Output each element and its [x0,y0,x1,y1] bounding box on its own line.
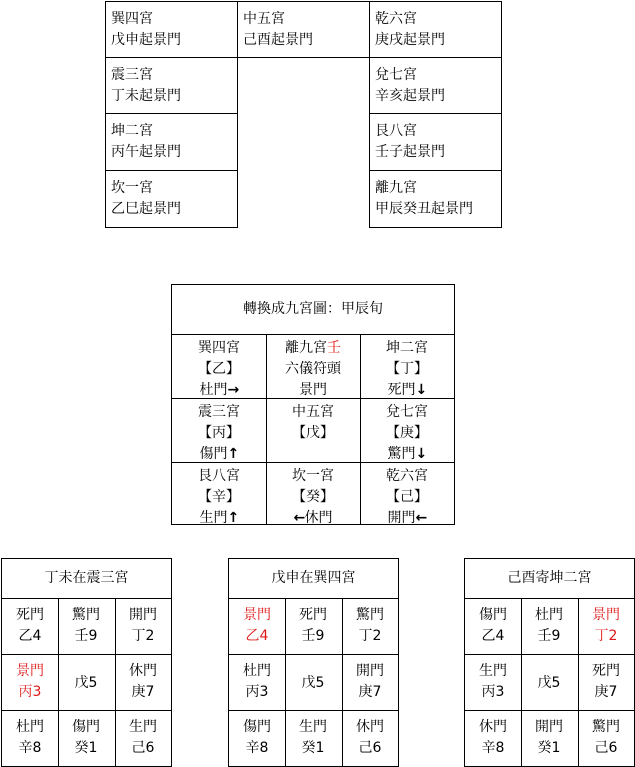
stem-number: 乙4 [245,628,269,644]
small-grid-3 [464,558,635,767]
palace-name [360,402,454,423]
door-name: 開門 [387,510,416,526]
door-name: 杜門 [535,607,563,623]
stem-number: 癸1 [537,740,561,756]
small-grid-cell [342,655,398,711]
stem-number: 癸1 [74,740,98,756]
door-name: 休門 [479,719,507,735]
small-grid-cell [2,599,58,655]
door-name: 杜門 [199,382,228,398]
palace-text: 乙巳起景門 [111,201,181,217]
door-name: 驚門 [592,719,620,735]
palace-door [266,380,360,401]
door-name: 休門 [129,663,157,679]
door-name: 驚門 [72,607,100,623]
palace-name: 震三宮 [111,67,153,83]
palace-door [360,508,454,529]
nine-palace-cell [266,463,360,527]
stem-number: 己6 [131,740,155,756]
palace-name: 乾六宮 [375,11,417,27]
stem-number: 辛8 [245,740,269,756]
palace-text: 丁未起景門 [111,88,181,104]
door-name: 休門 [356,719,384,735]
small-grid-cell [285,711,341,767]
palace-door [172,380,266,401]
nine-palace-cell [172,335,266,399]
stem-number: 乙4 [481,628,505,644]
stem-number: 壬9 [301,628,325,644]
stem-number: 戊5 [301,675,325,691]
palace-name-text: 坤二宮 [386,340,428,356]
small-grid-cell [465,599,521,655]
small-grid-cell [578,599,634,655]
door-name: 景門 [16,663,44,679]
small-grid-cell [58,655,114,711]
nine-palace-cell [360,463,454,527]
stem-number: 庚7 [358,684,382,700]
top-cell-qian6 [369,1,502,58]
stem-number: 丁2 [358,628,382,644]
small-grid-cell [2,711,58,767]
small-grid-cell [229,655,285,711]
palace-text: 壬子起景門 [375,144,445,160]
small-grid-cell [578,711,634,767]
door-name: 傷門 [479,607,507,623]
top-cell-kun2 [105,113,238,171]
door-name: 死門 [299,607,327,623]
palace-name [266,402,360,423]
palace-name [360,338,454,359]
palace-name-text: 坎一宮 [292,468,334,484]
door-name: 開門 [535,719,563,735]
stem-number: 己6 [594,740,618,756]
stem-number: 己6 [358,740,382,756]
palace-text: 己酉起景門 [243,32,313,48]
palace-name: 坎一宮 [111,180,153,196]
door-name: 景門 [592,607,620,623]
stem-number: 壬9 [537,628,561,644]
palace-name-text: 兌七宮 [386,404,428,420]
palace-name-text: 震三宮 [198,404,240,420]
palace-name: 巽四宮 [111,11,153,27]
stem-number: 壬9 [74,628,98,644]
top-cell-kan1 [105,170,238,228]
stem-number: 乙4 [18,628,42,644]
door-name: 生門 [299,719,327,735]
nine-palace-cell [360,399,454,463]
small-grid-cell [285,599,341,655]
palace-name: 坤二宮 [111,123,153,139]
door-name: 傷門 [199,446,228,462]
stem-number: 庚7 [594,684,618,700]
small-grid-cell [521,599,577,655]
stem-number: 戊5 [74,675,98,691]
top-cell-gen8 [369,113,502,171]
arrow-icon: ↑ [227,510,240,526]
door-name: 生門 [479,663,507,679]
small-grid-cell [115,599,171,655]
palace-text: 庚戌起景門 [375,32,445,48]
nine-palace-cell [266,399,360,463]
door-name: 景門 [243,607,271,623]
top-cell-li9 [369,170,502,228]
chart-title: 轉換成九宮圖：甲辰旬 [243,301,383,317]
palace-name [172,402,266,423]
door-name: 生門 [129,719,157,735]
stem-number: 丙3 [18,684,42,700]
palace-text: 甲辰癸丑起景門 [375,201,473,217]
door-name: 傷門 [72,719,100,735]
palace-name [360,466,454,487]
small-grid-cell [578,655,634,711]
small-grid-title: 己酉寄坤二宮 [507,570,592,586]
small-grid-cell [2,655,58,711]
arrow-icon: → [227,382,240,398]
palace-name-text: 中五宮 [292,404,334,420]
palace-stem: 【辛】 [198,489,240,505]
small-grid-cell [465,655,521,711]
small-grid-cell [229,711,285,767]
stem-number: 丁2 [594,628,618,644]
small-grid-1 [1,558,172,767]
door-name: 杜門 [16,719,44,735]
small-grid-cell [342,599,398,655]
arrow-icon: ↓ [415,382,428,398]
door-name: 死門 [387,382,416,398]
palace-door [172,444,266,465]
door-name: 休門 [304,510,333,526]
palace-door [266,508,360,529]
small-grid-cell [521,655,577,711]
door-name: 傷門 [243,719,271,735]
palace-name-text: 離九宮 [285,340,327,356]
palace-stem: 六儀符頭 [285,361,341,377]
palace-door [360,444,454,465]
door-name: 驚門 [356,607,384,623]
palace-name: 離九宮 [375,180,417,196]
palace-door [172,508,266,529]
door-name: 生門 [199,510,228,526]
small-grid-cell [465,711,521,767]
palace-stem: 【丁】 [386,361,428,377]
small-grid-title: 戊申在巽四宮 [271,570,356,586]
stem-number: 丙3 [245,684,269,700]
small-grid-cell [342,711,398,767]
palace-name [172,466,266,487]
small-grid-title: 丁未在震三宮 [44,570,129,586]
small-grid-cell [115,655,171,711]
palace-name [266,338,360,359]
small-grid-cell [229,599,285,655]
nine-palace-cell [172,463,266,527]
door-name: 死門 [16,607,44,623]
palace-name: 中五宮 [243,11,285,27]
palace-name [266,466,360,487]
stem-number: 辛8 [481,740,505,756]
door-name: 景門 [299,382,327,398]
stem-number: 癸1 [301,740,325,756]
top-cell-xun4 [105,1,238,58]
stem-number: 丙3 [481,684,505,700]
palace-name [172,338,266,359]
palace-text: 辛亥起景門 [375,88,445,104]
top-cell-zhong5 [237,1,370,58]
palace-stem: 【乙】 [198,361,240,377]
stem-number: 戊5 [537,675,561,691]
small-grid-cell [58,599,114,655]
arrow-icon: ← [293,510,306,526]
palace-name-text: 乾六宮 [386,468,428,484]
nine-palace-cell [172,399,266,463]
door-name: 開門 [129,607,157,623]
palace-stem: 【庚】 [386,425,428,441]
palace-stem: 【癸】 [292,489,334,505]
nine-palace-cell [266,335,360,399]
arrow-icon: ↓ [415,446,428,462]
palace-stem: 【戊】 [292,425,334,441]
palace-stem-red: 壬 [327,340,341,356]
nine-palace-chart [171,284,455,525]
arrow-icon: ↑ [227,446,240,462]
palace-name: 兌七宮 [375,67,417,83]
stem-number: 辛8 [18,740,42,756]
door-name: 開門 [356,663,384,679]
stem-number: 丁2 [131,628,155,644]
small-grid-cell [115,711,171,767]
palace-text: 丙午起景門 [111,144,181,160]
small-grid-cell [521,711,577,767]
palace-text: 戊申起景門 [111,32,181,48]
palace-name: 艮八宮 [375,123,417,139]
door-name: 驚門 [387,446,416,462]
palace-stem: 【丙】 [198,425,240,441]
door-name: 杜門 [243,663,271,679]
top-cell-dui7 [369,57,502,114]
small-grid-cell [58,711,114,767]
palace-stem: 【己】 [386,489,428,505]
arrow-icon: ← [415,510,428,526]
small-grid-2 [228,558,399,767]
small-grid-cell [285,655,341,711]
stem-number: 庚7 [131,684,155,700]
door-name: 死門 [592,663,620,679]
nine-palace-cell [360,335,454,399]
palace-door [360,380,454,401]
top-cell-zhen3 [105,57,238,114]
palace-name-text: 艮八宮 [198,468,240,484]
palace-name-text: 巽四宮 [198,340,240,356]
